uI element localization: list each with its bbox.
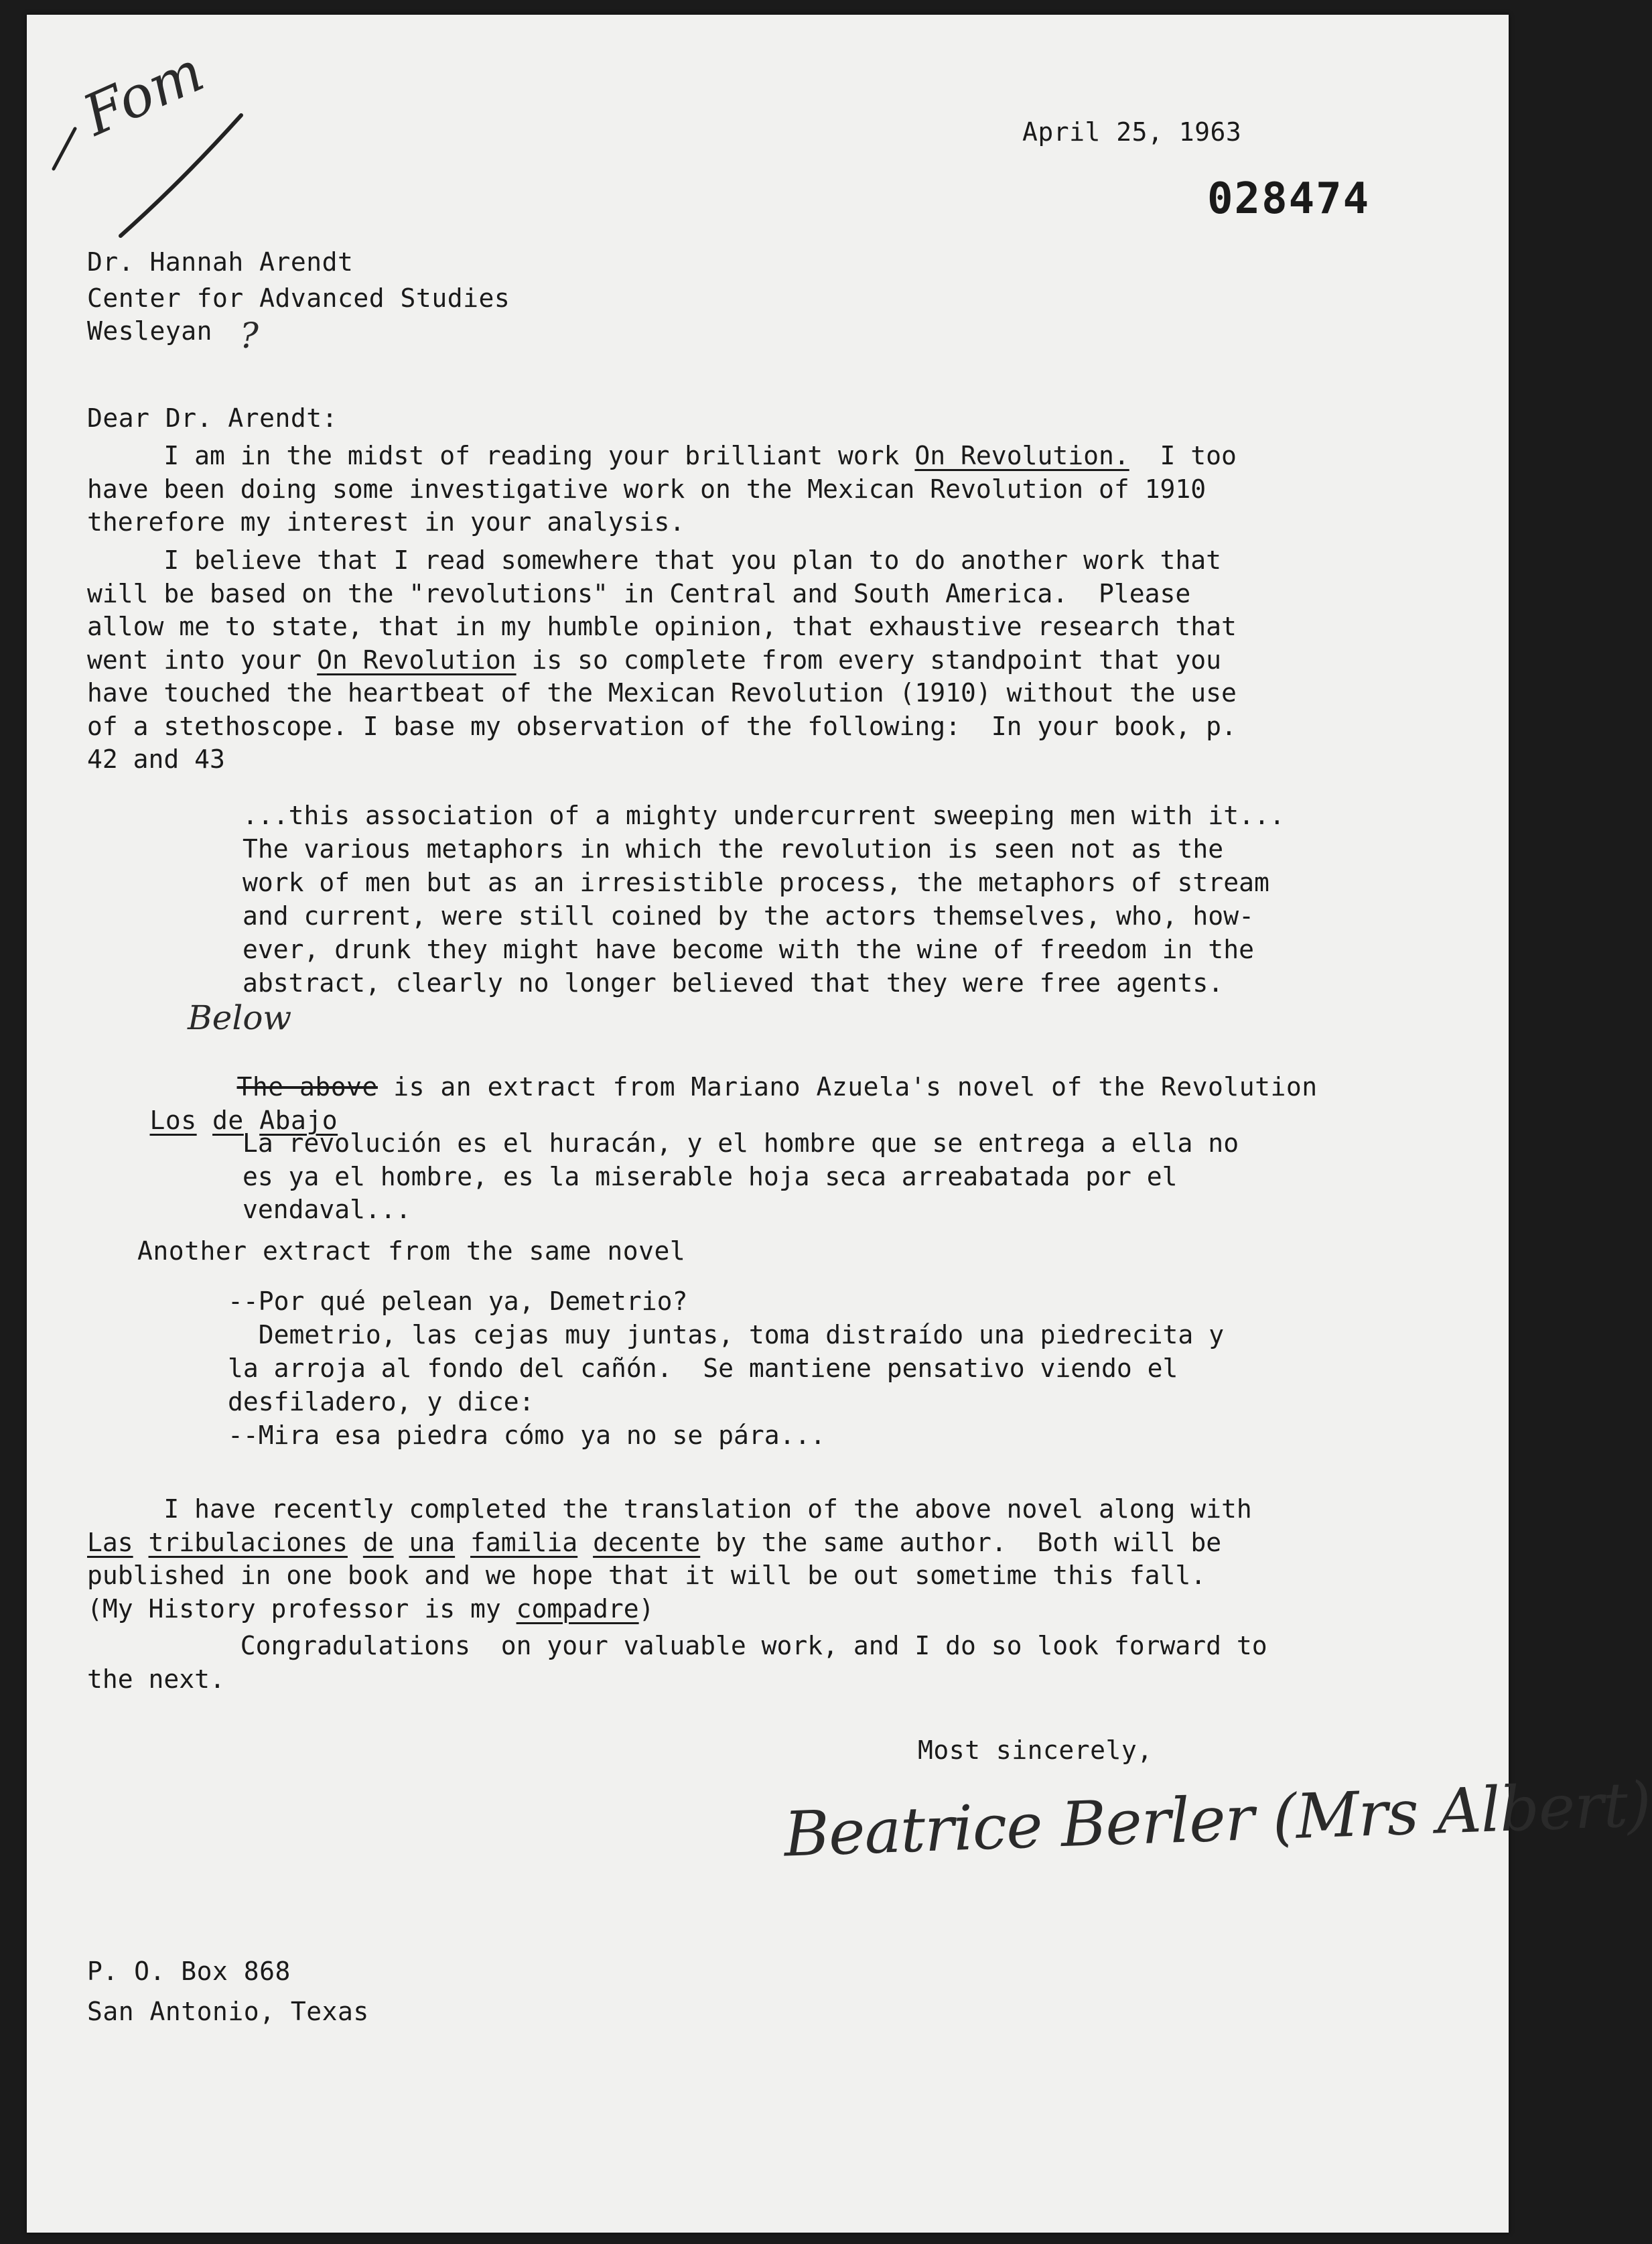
salutation: Dear Dr. Arendt: [87, 403, 338, 433]
spanish-quote-1: La revolución es el huracán, y el hombre que se entrega a ella no es ya el hombre, es la miserable hoja seca arreabatada por el vendaval... [243, 1128, 1239, 1224]
letter-page [27, 15, 1652, 2233]
another-extract-label: Another extract from the same novel [137, 1236, 686, 1266]
spanish-quote-2: --Por qué pelean ya, Demetrio? Demetrio, las cejas muy juntas, toma distraído una piedrecita y la arroja al fondo del cañón. Se mantiene pensativo viendo el desfiladero, y dice: --Mira esa piedra cómo ya no se pára... [228, 1286, 1225, 1450]
recipient-org: Center for Advanced Studies [87, 283, 510, 313]
stamp-number: 028474 [1207, 174, 1371, 224]
quotation-arendt: ...this association of a mighty undercurrent sweeping men with it... The various metaphors in which the revolution is seen not as the work of men but as an irresistible process, the metaphors of stream and current, were still coined by the actors themselves, who, how- ever, drunk they might have become with the wine of freedom in the abstract, clearly no longer believed that they were free agents. [243, 801, 1285, 998]
handwritten-question-mark: ? [240, 316, 259, 356]
letter-date: April 25, 1963 [1022, 117, 1242, 147]
recipient-place: Wesleyan [87, 316, 213, 346]
word-compadre: compadre [516, 1593, 639, 1624]
handwritten-below: Below [188, 998, 292, 1037]
paragraph-4: Congradulations on your valuable work, and I do so look forward to the next. [87, 1631, 1267, 1694]
novel-title: Los de Abajo [149, 1106, 338, 1135]
handwritten-annotation: Fom [74, 38, 213, 149]
struck-text: The above [236, 1072, 378, 1102]
paragraph-1: I am in the midst of reading your brilliant work On Revolution. I too have been doing some investigative work on the Mexican Revolution of 1910 therefore my interest in your analysis. [87, 441, 1237, 537]
extract-intro: The above is an extract from Mariano Azuela's novel of the Revolution [236, 1072, 1318, 1102]
book-title-on-revolution: On Revolution. [914, 441, 1129, 470]
address-line-2: San Antonio, Texas [87, 1997, 369, 2026]
book-title-on-revolution-2: On Revolution [317, 645, 517, 675]
closing: Most sincerely, [918, 1735, 1153, 1765]
recipient-name: Dr. Hannah Arendt [87, 247, 354, 277]
paragraph-3: I have recently completed the translation of the above novel along with Las tribulaciones de una familia decente by the same author. Both will be published in one book and we hope that it will be out sometime this fall. (My History professor is my compadre) [87, 1494, 1252, 1624]
address-line-1: P. O. Box 868 [87, 1957, 291, 1986]
paragraph-2: I believe that I read somewhere that you plan to do another work that will be based on the "revolutions" in Central and South America. Please allow me to state, that in my humble opinion, that exhaustive research that went into your On Revolution is so complete from every standpoint that you have touched the heartbeat of the Mexican Revolution (1910) without the use of a stethoscope. I base my observation of the following: In your book, p. 42 and 43 [87, 545, 1237, 774]
annotation-slash-mark [27, 15, 33, 21]
signature: Beatrice Berler (Mrs Albert) [782, 1768, 1652, 1871]
